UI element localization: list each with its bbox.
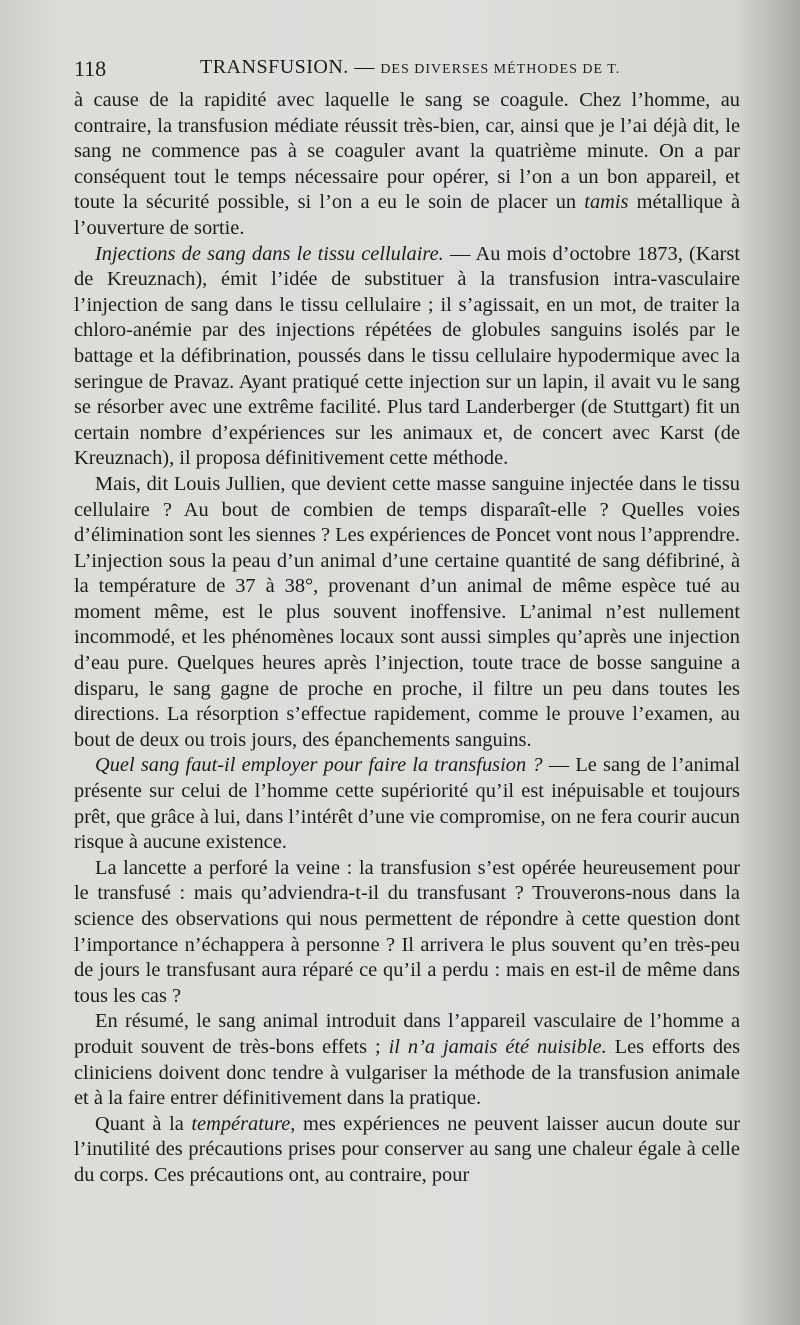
paragraph-7	[74, 1112, 740, 1189]
paragraph-6	[74, 1009, 740, 1111]
section-heading-injections: Injections de sang dans le tissu cellulaire.	[95, 242, 444, 265]
running-title	[200, 56, 620, 79]
paragraph-7-emphasis: température	[191, 1112, 291, 1135]
running-title-dash: —	[348, 56, 381, 78]
paragraph-2-text: — Au mois d’octobre 1873, (Karst de Kreuznach), émit l’idée de substituer à la transfusion intra-vasculaire l’injection de sang dans le tissu cellulaire ; il s’agissait, en un mot, de traiter la chloro-anémie par des injections répétées de globules sanguins isolés par le battage et la défibrination, poussés dans le tissu cellulaire hypodermique avec la seringue de Pravaz. Ayant pratiqué cette injection sur un lapin, il avait vu le sang se résorber avec une extrême facilité. Plus tard Landerberger (de Stuttgart) fit un certain nombre d’expériences sur les animaux et, de concert avec Karst (de Kreuznach), il proposa définitivement cette méthode.	[74, 242, 740, 470]
running-header	[74, 56, 740, 86]
running-title-subtitle: DES DIVERSES MÉTHODES DE T.	[380, 62, 621, 77]
paragraph-1-emphasis: tamis	[584, 191, 629, 214]
page-number: 118	[74, 56, 107, 81]
running-title-main: TRANSFUSION.	[200, 56, 349, 78]
paragraph-5	[74, 856, 740, 1010]
paragraph-3	[74, 472, 740, 754]
paragraph-6-text: En résumé, le sang animal introduit dans l’appareil vasculaire de l’homme a produit souvent de très-bons effets ;	[74, 1010, 740, 1058]
paragraph-1-text: à cause de la rapidité avec laquelle le sang se coagule. Chez l’homme, au contraire, la transfusion médiate réussit très-bien, car, ainsi que je l’ai déjà dit, le sang ne commence pas à se coaguler avant la quatrième minute. On a par conséquent tout le temps nécessaire pour opérer, si l’on a un bon appareil, et toute la sécurité possible, si l’on a eu le soin de placer un	[74, 89, 740, 214]
paragraph-7-end: , mes expériences ne peuvent laisser aucun doute sur l’inutilité des précautions prises pour conserver au sang une chaleur égale à celle du corps. Ces précautions ont, au contraire, pour	[74, 1112, 741, 1186]
paragraph-3-text: Mais, dit Louis Jullien, que devient cette masse sanguine injectée dans le tissu cellulaire ? Au bout de combien de temps disparaît-elle ? Quelles voies d’élimination sont les siennes ? Les expériences de Poncet vont nous l’apprendre. L’injection sous la peau d’un animal d’une certaine quantité de sang défibriné, à la température de 37 à 38°, provenant d’un animal de même espèce tué au moment même, est le plus souvent inoffensive. L’animal n’est nullement incommodé, et les phénomènes locaux sont aussi simples qu’après une injection d’eau pure. Quelques heures après l’injection, toute trace de bosse sanguine a disparu, le sang gagne de proche en proche, il filtre un peu dans toutes les directions. La résorption s’effectue rapidement, comme le prouve l’examen, au bout de deux ou trois jours, des épanchements sanguins.	[74, 472, 740, 751]
paragraph-5-text: La lancette a perforé la veine : la transfusion s’est opérée heureusement pour le transfusé : mais qu’adviendra-t-il du transfusant ? Trouverons-nous dans la science des observations qui nous permettent de répondre à cette question dont l’importance n’échappera à personne ? Il arrivera le plus souvent qu’en très-peu de jours le transfusant aura réparé ce qu’il a perdu : mais en est-il de même dans tous les cas ?	[74, 856, 740, 1007]
body-text	[74, 88, 740, 1189]
paragraph-1	[74, 88, 740, 242]
paragraph-6-end: Les efforts des cliniciens doivent donc tendre à vulgariser la méthode de la transfusion animale et à la faire entrer définitivement dans la pratique.	[74, 1035, 741, 1110]
paragraph-4-text: — Le sang de l’animal présente sur celui de l’homme cette supériorité qu’il est inépuisable et toujours prêt, que grâce à lui, dans l’intérêt d’une vie compromise, on ne fera courir aucun risque à aucune existence.	[74, 754, 740, 854]
paragraph-6-emphasis: il n’a jamais été nuisible.	[388, 1035, 607, 1058]
paragraph-2	[74, 242, 740, 472]
paragraph-4	[74, 753, 740, 855]
paragraph-1-end: métallique à l’ouverture de sortie.	[74, 191, 740, 239]
paragraph-7-text: Quant à la	[95, 1112, 192, 1135]
section-heading-quel-sang: Quel sang faut-il employer pour faire la transfusion ?	[95, 754, 543, 777]
